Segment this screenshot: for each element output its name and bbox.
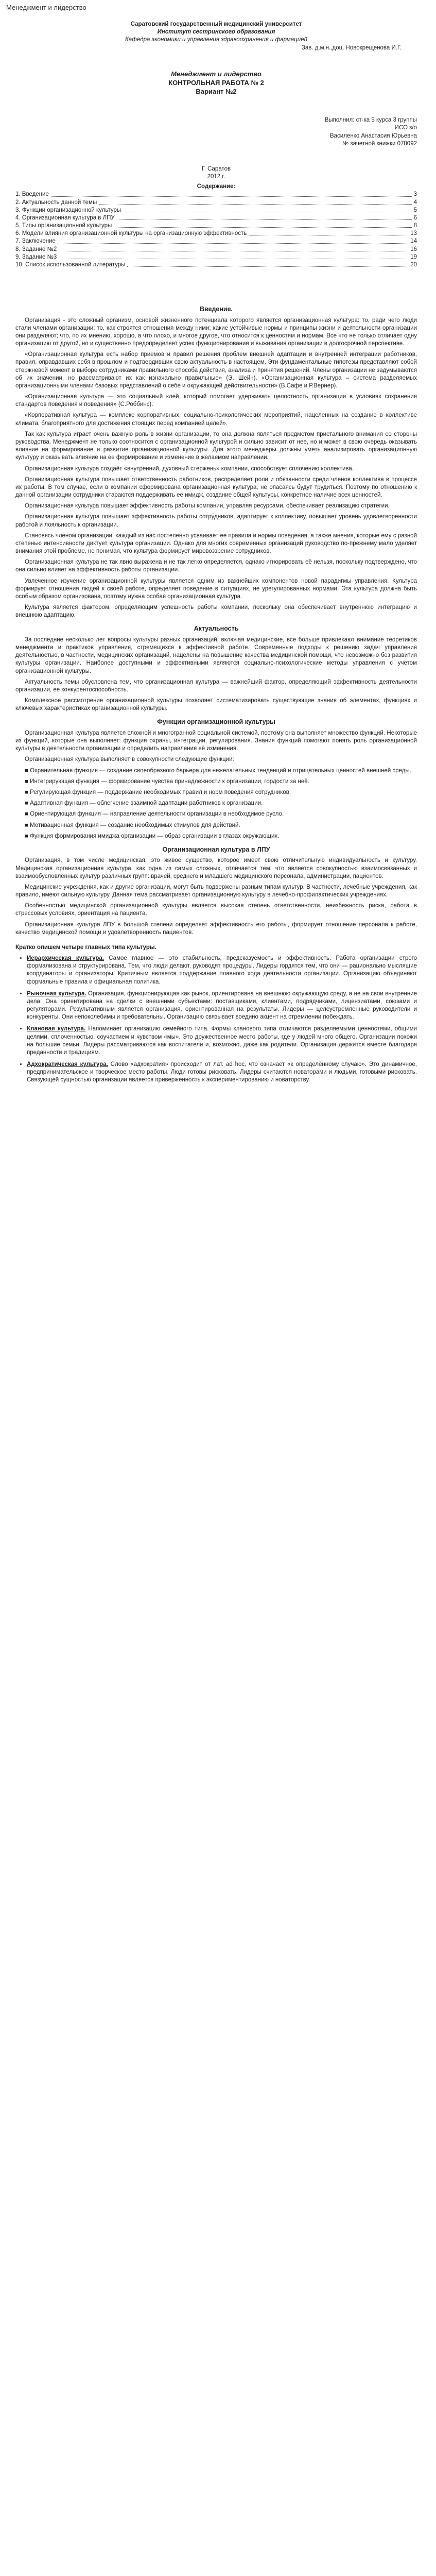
toc-item-label: 10. Список использованной литературы [15,261,126,268]
relevance-heading: Актуальность [194,625,239,633]
culture-type-description: Самое главное — это стабильность, предсказуемость и эффективность. Работа организации строго формализована и структурирована. Тем, что люди делают, руководят процедуры. Лидеры гордятся тем, что они — рационально мыслящие координаторы и организаторы. Критичным является поддержание плавного хода деятельности организации. Организацию объединяют формальные правила и официальная политика. [27,955,417,985]
toc-item-label: 9. Задание №3 [15,253,57,260]
toc-dots [51,191,412,196]
toc-dots [99,199,411,205]
functions-heading: Функции организационной культуры [157,718,275,726]
toc-item-label: 6. Модели влияния организационной культуры на организационную эффективность [15,230,247,237]
culture-type-item [27,990,417,1022]
cover-author-2: ИСО з/о [394,125,417,131]
lpu-paragraph: Медицинские учреждения, как и другие организации, могут быть подвержены разным типам культур. В частности, лечебные учреждения, как правило, имеют сильную культуру. Данная тема рассматривает организационную культуру в лечебно-профилактических учреждениях. [15,884,417,899]
toc-item-label: 8. Задание №2 [15,246,57,252]
intro-paragraph: Организационная культура повышает ответственность работников, распределяет роли и обязанности среди членов коллектива в процессе их работы. В том случае, если в компании сформирована организационная культура, не опасаясь будут трудиться. Поэтому по отношению к данной организации сотрудники стараются поддерживать её имидж, создание общей культуры, конкретное наличие всех ценностей. [15,476,417,499]
cover-author-3: Василенко Анастасия Юрьевна [329,132,417,139]
toc-item [15,191,417,198]
cover-author-1: Выполнил: ст-ка 5 курса 3 группы [324,117,417,124]
toc-dots [58,238,408,243]
lpu-paragraph: Организация, в том числе медицинская, это живое существо, которое имеет свою отличительную индивидуальность и культуру. Медицинская организационная культура, как одна из самых сложных, отличается тем, что является совокупностью взаимосвязанных и взаимообусловленных культур различных групп: врачей, среднего и младшего медицинского персонала, администрации, пациентов. [15,857,417,879]
functions-paragraph: ■ Ориентирующая функция — направление деятельности организации в необходимое русло. [25,811,284,818]
cover-year: 2012 г. [207,174,225,180]
functions-paragraph: Организационная культура выполняет в совокупности следующие функции: [25,756,234,763]
culture-type-name: Клановая культура. [27,1026,86,1032]
intro-paragraph: Так как культура играет очень важную роль в жизни организации, то она должна являться предметом пристального внимания со стороны руководства. Менеджмент не только соотносится с организационной культурой и сильно зависит от нее, но и может в свою очередь оказывать влияние на формирование и развитие организационной культуры. Для этого менеджеры должны уметь анализировать организационную культуру и оказывать влияние на ее формирование и изменение в желаемом направлении. [15,431,417,461]
culture-type-description: Организация, функционирующая как рынок, ориентирована на внешнюю окружающую среду, а не на свои внутренние дела. Она ориентирована на сделки с внешними субъектами: поставщиками, клиентами, подрядчиками, лицензиатами, союзами и регуляторами. Результативным является организация, ориентированная на результаты. Лидеры — целеустремленные руководители и конкуренты. Они непоколебимы и требовательны. Организацию связывает воедино акцент на стремлении побеждать. [27,990,417,1021]
intro-paragraph: Организационная культура повышает эффективность работы сотрудников, адаптирует к коллективу, повышает уровень удовлетворенности работой и лояльность к организации. [15,514,417,528]
toc-dots [59,246,408,251]
culture-type-description: Слово «адхократия» происходит от лат. ad hoc, что означает «к определённому случаю». Это динамичное, предпринимательское и творческое место работы. Люди готовы рисковать. Лидеры считаются новаторами и людьми, готовыми рисковать. Связующей сущностью организации является приверженность к экспериментированию и новаторству. [27,1061,417,1083]
toc-item [15,238,417,245]
intro-heading: Введение. [199,306,233,313]
toc-item [15,261,417,269]
toc-item-page: 16 [410,246,417,252]
toc-item-label: 4. Организационная культура в ЛПУ [15,214,115,221]
relevance-paragraph: Комплексное рассмотрение организационной культуры позволяет систематизировать существующие знания об элементах, функциях и ключевых характеристиках организационной культуры. [15,698,417,712]
toc-dots [114,222,411,228]
toc-item [15,253,417,261]
intro-paragraph: Организация - это сложный организм, основой жизненного потенциала которого является организационная культура: то, ради чего люди стали членами организации; то, как строятся отношения между ними; какие устойчивые нормы и принципы жизни и деятельности организации они разделяют; что, по их мнению, хорошо, а что плохо, и многое другое, что относится к ценностям и нормам. Все что не только отличает одну организацию от другой, но и существенно предопределяет успех функционирования и выживания организации в долгосрочной перспективе. [15,317,417,347]
culture-type-item [27,955,417,986]
toc-item-label: 7. Заключение [15,238,56,245]
toc-item [15,199,417,207]
toc-item [15,246,417,253]
culture-type-description: Напоминает организацию семейного типа. Формы кланового типа отличаются разделяемыми ценностями, общими целями, сплоченностью, соучастием и чувством «мы». Это дружественное место работы, где у людей много общего. Организации похожи на большие семьи. Лидеры рассматриваются как воспитатели и, возможно, даже как родители. Организация держится вместе благодаря преданности и традициям. [27,1026,417,1056]
relevance-section [15,636,417,713]
lpu-heading: Организационная культура в ЛПУ [162,845,270,853]
culture-type-item [27,1061,417,1084]
document-body [15,21,417,1089]
toc-item-page: 14 [410,238,417,245]
types-heading: Кратко опишем четыре главных типа культуры. [15,944,156,951]
cover-department: Кафедра экономики и управления здравоохранения и фармацией [125,37,307,43]
toc-item-page: 4 [413,199,417,206]
toc-item-page: 20 [410,261,417,268]
page-title: Менеджмент и лидерство [6,4,86,11]
cover-city: Г. Саратов [201,165,231,172]
functions-paragraph: ■ Регулирующая функция — поддержание необходимых правил и норм поведения сотрудников. [25,789,291,795]
intro-paragraph: Организационная культура не так явно выражена и не так легко определяется, однако игнорировать её нельзя, поскольку подтверждено, что она сильно влияет на эффективность работы организации. [15,559,417,573]
culture-type-item [27,1025,417,1057]
cover-head: Зав. д.м.н.,доц. Новокрещенова И.Г. [301,44,402,51]
toc-dots [123,207,411,212]
cover-university: Саратовский государственный медицинский университет [130,21,302,27]
relevance-paragraph: За последние несколько лет вопросы культуры разных организаций, включая медицинские, все больше привлекают внимание теоретиков менеджмента и практиков управления, стремящихся к эффективной работе. Современные подходы к решению задач управления деятельностью, в частности, медицинских организаций, нацелены на повышение качества медицинской помощи, что невозможно без развития культуры организации. Наиболее доступными и эффективными являются социально-психологические методы управления с учетом организационной культуры. [15,636,417,674]
culture-type-name: Иерархическая культура. [27,955,104,962]
relevance-paragraph: Актуальность темы обусловлена тем, что организационная культура — важнейший фактор, определяющий эффективность деятельности организации, ее конкурентоспособность. [15,679,417,693]
toc-item [15,207,417,214]
lpu-paragraph: Организационная культура ЛПУ в большой степени определяет эффективность его работы, формирует отношение персонала к работе, качество медицинской помощи и удовлетворенность пациентов. [15,921,417,936]
toc-dots [127,261,408,267]
toc-item [15,230,417,238]
toc-dots [117,214,412,220]
functions-paragraph: ■ Функция формирования имиджа организации — образ организации в глазах окружающих. [25,833,280,839]
culture-types-list [15,955,417,1084]
intro-paragraph: «Корпоративная культура — комплекс корпоративных, социально-психологических мероприятий, нацеленных на создание в коллективе климата, благоприятного для достижения стоящих перед компанией целей». [15,412,417,427]
cover-variant: Вариант №2 [196,88,237,95]
cover-author-4: № зачетной книжки 078092 [342,140,417,147]
lpu-section [15,857,417,937]
toc-dots [59,253,408,259]
toc-item-page: 19 [410,253,417,260]
toc-item-page: 5 [413,207,417,213]
toc-item-label: 2. Актуальность данной темы [15,199,97,206]
toc-item-page: 3 [413,191,417,198]
intro-paragraph: Становясь членом организации, каждый из нас постепенно усваивает ее правила и нормы поведения, а также мнения, которые ему с разной степенью интенсивности диктует культура организации. Однако для многих современных организаций руководство по-прежнему мало уделяет внимания этой проблеме, не понимая, что культура формирует мировоззрение сотрудников. [15,532,417,555]
cover-work-type: КОНТРОЛЬНАЯ РАБОТА № 2 [168,78,264,87]
functions-paragraph: ■ Адаптивная функция — облегчение взаимной адаптации работников к организации. [25,800,263,807]
toc-item-label: 5. Типы организационной культуры [15,223,112,229]
functions-paragraph: ■ Интегрирующая функция — формирование чувства принадлежности к организации, гордости за неё. [25,778,309,785]
intro-section [15,317,417,620]
functions-section [15,730,417,840]
functions-paragraph: Организационная культура является сложной и многогранной социальной системой, поэтому она выполняет множество функций. Некоторые из функций, которые она выполняет: функция охраны, интеграции, регулирования. Знания функций помогают понять роль организационной культуры в деятельности организации и определить направления её изменения. [15,730,417,752]
cover-subject: Менеджмент и лидерство [171,70,261,78]
intro-paragraph: Организационная культура создаёт «внутренний, духовный стержень» компании, способствует сплочению коллектива. [25,465,354,472]
intro-paragraph: «Организационная культура — это социальный клей, который помогает удерживать целостность организации в условиях сохранения стандартов поведения и поведения» (С.Роббинс). [15,394,417,408]
functions-paragraph: ■ Мотивационная функция — создание необходимых стимулов для действий. [25,822,240,828]
toc-item-label: 1. Введение [15,191,49,198]
culture-type-name: Рыночная культура. [27,990,86,997]
toc-item-page: 6 [413,214,417,221]
toc-item [15,222,417,230]
toc-dots [249,230,408,235]
lpu-paragraph: Особенностью медицинской организационной культуры является высокая степень ответственности, неизбежность риска, работа в стрессовых условиях, ориентация на пациента. [15,903,417,917]
cover-institute: Институт сестринского образования [157,29,275,36]
intro-paragraph: Увлеченное изучение организационной культуры является одним из важнейших компонентов новой парадигмы управления. Культура формирует отношения людей к своей работе, определяет поведение в ситуациях, не урегулированных нормами. Эта культура должна быть особым образом организована, поэтому нужна особая организационная культура. [15,578,417,600]
toc-item-page: 8 [413,223,417,229]
intro-paragraph: Организационная культура повышает эффективность работы компании, управляя ресурсами, обеспечивает реализацию стратегии. [25,503,390,510]
toc-item-label: 3. Функции организационной культуры [15,207,121,213]
toc-item [15,214,417,222]
toc-item-page: 13 [410,230,417,237]
intro-paragraph: «Организационная культура есть набор приемов и правил решения проблем внешней адаптации и внутренней интеграции работников, правил, оправдавших себя в прошлом и подтвердивших свою актуальность в настоящем. Эти фундаментальные гипотезы представляют собой стержневой момент в выборе сотрудниками правильного способа действия, анализа и принятия решений. Члены организации не задумываются об их значении, но рассматривают их как изначально правильные» (Э. Шейн). «Организационная культура – система разделяемых организационными членами базовых представлений о себе и окружающей действительности» (В.Сафе и Р.Вернер). [15,351,417,389]
intro-paragraph: Культура является фактором, определяющим успешность работы компании, поскольку она обеспечивает внутреннюю интеграцию и внешнюю адаптацию. [15,604,417,619]
culture-type-name: Адхократическая культура. [27,1061,108,1068]
toc-title: Содержание: [197,183,236,190]
functions-paragraph: ■ Охранительная функция — создание своеобразного барьера для нежелательных тенденций и отрицательных ценностей внешней среды. [25,767,411,774]
table-of-contents [15,191,417,269]
